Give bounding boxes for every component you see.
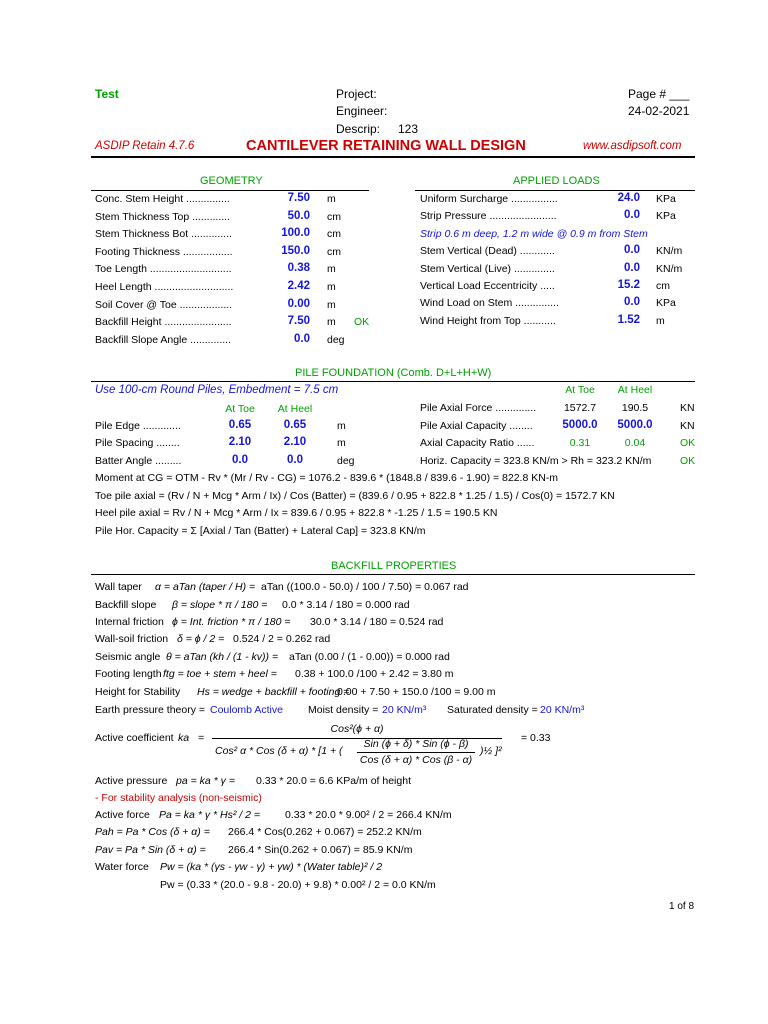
date: 24-02-2021 [628,104,690,118]
title-divider [91,156,695,158]
horiz-status: OK [680,455,696,467]
pile-foundation-title: PILE FOUNDATION (Comb. D+L+H+W) [295,367,492,379]
geometry-row-value[interactable]: 100.0 [281,227,310,239]
descrip-label: Descrip: [336,122,381,136]
page-title: CANTILEVER RETAINING WALL DESIGN [246,138,526,154]
load-row-label: Stem Vertical (Live) .............. [420,263,555,275]
geometry-row-label: Stem Thickness Bot .............. [95,228,232,240]
ka-denominator-end: )½ ]² [480,745,502,757]
left-at-heel-header: At Heel [277,403,313,415]
geometry-row-label: Backfill Slope Angle .............. [95,334,231,346]
load-row-value[interactable]: 0.0 [624,296,640,308]
backfill-slope-calc: 0.0 * 3.14 / 180 = 0.000 rad [282,599,410,611]
wall-soil-friction-calc: 0.524 / 2 = 0.262 rad [233,633,331,645]
heel-pile-axial: Heel pile axial = Rv / N + Mcg * Arm / Ix = 839.6 / 0.95 + 822.8 * -1.25 / 1.5 = 190.5 KN [95,507,498,519]
water-force-calc: Pw = (0.33 * (20.0 - 9.8 - 20.0) + 9.8) * 0.00² / 2 = 0.0 KN/m [160,879,436,891]
wall-taper-calc: aTan ((100.0 - 50.0) / 100 / 7.50) = 0.067 rad [261,581,469,593]
geometry-row-label: Stem Thickness Top ............. [95,211,230,223]
pile-right-toe-value[interactable]: 5000.0 [562,419,598,431]
seismic-angle-calc: aTan (0.00 / (1 - 0.00)) = 0.000 rad [289,651,450,663]
pile-row-unit: deg [337,455,355,467]
geometry-row-value[interactable]: 0.38 [287,262,310,274]
wall-soil-friction-label: Wall-soil friction [95,633,169,645]
load-row-unit: KPa [656,297,676,309]
geometry-row-unit: m [327,316,336,328]
load-row-value[interactable]: 24.0 [617,192,640,204]
saturated-density-value: 20 KN/m³ [540,704,585,716]
ka-result: = 0.33 [521,732,551,744]
load-row-label: Wind Load on Stem ............... [420,297,559,309]
pile-row-label: Batter Angle ......... [95,455,182,467]
pile-row-label: Pile Spacing ........ [95,437,180,449]
pile-toe-value[interactable]: 2.10 [228,436,252,448]
horiz-capacity: Horiz. Capacity = 323.8 KN/m > Rh = 323.2 KN/m [420,455,652,467]
height-stability-formula: Hs = wedge + backfill + footing = [197,686,350,698]
height-stability-calc: 0.00 + 7.50 + 150.0 /100 = 9.00 m [337,686,496,698]
active-force-formula: Pa = ka * γ * Hs² / 2 = [159,809,260,821]
wall-soil-friction-formula: δ = ϕ / 2 = [177,633,225,645]
geometry-row-value[interactable]: 0.0 [294,333,310,345]
load-row-value[interactable]: 0.0 [624,244,640,256]
load-row-unit: m [656,315,665,327]
load-row-unit: KN/m [656,245,683,257]
load-row-label: Uniform Surcharge ................ [420,193,558,205]
earth-theory-label: Earth pressure theory = [95,704,206,716]
load-row-value[interactable]: 1.52 [617,314,640,326]
loads-divider [415,190,695,191]
load-row-unit: KN/m [656,263,683,275]
backfill-slope-formula: β = slope * π / 180 = [172,599,268,611]
geometry-row-label: Backfill Height ....................... [95,316,232,328]
pile-right-row-label: Axial Capacity Ratio ...... [420,437,535,449]
moment-at-cg: Moment at CG = OTM - Rv * (Mr / Rv - CG) = 1076.2 - 839.6 * (1848.8 / 839.6 - 1.90) = 822.8 KN-m [95,472,559,484]
pile-right-toe-value: 0.31 [569,437,591,449]
geometry-row-unit: m [327,193,336,205]
wall-taper-label: Wall taper [95,581,142,593]
footing-length-calc: 0.38 + 100.0 /100 + 2.42 = 3.80 m [295,668,454,680]
pile-right-heel-value: 0.04 [624,437,646,449]
load-row-label: Wind Height from Top ........... [420,315,556,327]
pile-hor-capacity: Pile Hor. Capacity = Σ [Axial / Tan (Batter) + Lateral Cap] = 323.8 KN/m [95,525,426,537]
geometry-row-value[interactable]: 7.50 [287,192,310,204]
moist-density-value: 20 KN/m³ [382,704,427,716]
footing-length-formula: ftg = toe + stem + heel = [163,668,277,680]
applied-loads-title: APPLIED LOADS [513,175,600,187]
pile-toe-value[interactable]: 0.65 [228,419,252,431]
ka-equals: = [198,732,205,744]
geometry-row-status: OK [354,316,370,328]
geometry-row-unit: cm [327,246,341,258]
descrip-value: 123 [398,122,419,136]
pile-row-label: Pile Edge ............. [95,420,181,432]
pah-formula: Pah = Pa * Cos (δ + α) = [95,826,210,838]
pile-row-unit: m [337,420,346,432]
page-footer: 1 of 8 [669,901,695,912]
pile-right-unit: KN [680,402,695,414]
toe-pile-axial: Toe pile axial = (Rv / N + Mcg * Arm / Ix) / Cos (Batter) = (839.6 / 0.95 + 822.8 * 1.25 / 1.5) / Cos(0) = 1572.7 KN [95,490,615,502]
geometry-row-label: Soil Cover @ Toe .................. [95,299,233,311]
internal-friction-formula: ϕ = Int. friction * π / 180 = [172,616,291,628]
geometry-row-value[interactable]: 150.0 [281,245,310,257]
page-number-label: Page # ___ [628,87,690,101]
engineer-label: Engineer: [336,104,388,118]
pile-subtitle: Use 100-cm Round Piles, Embedment = 7.5 cm [95,384,339,396]
geometry-row-unit: m [327,263,336,275]
test-label: Test [95,87,119,101]
wall-taper-formula: α = aTan (taper / H) = [155,581,256,593]
ka-denominator-start: Cos² α * Cos (δ + α) * [1 + ( [215,745,343,757]
geometry-row-unit: m [327,281,336,293]
load-row-label: Strip Pressure ....................... [420,210,557,222]
pile-right-unit: KN [680,420,695,432]
active-coefficient-label: Active coefficient [95,732,174,744]
active-force-label: Active force [95,809,150,821]
geometry-row-label: Heel Length ........................... [95,281,234,293]
geometry-row-unit: m [327,299,336,311]
pile-divider [91,381,695,382]
geometry-row-value[interactable]: 2.42 [287,280,310,292]
pile-right-row-label: Pile Axial Capacity ........ [420,420,533,432]
software-name: ASDIP Retain 4.7.6 [95,140,195,152]
water-force-formula: Pw = (ka * (γs - γw - γ) + γw) * (Water table)² / 2 [160,861,383,873]
geometry-row-label: Conc. Stem Height ............... [95,193,230,205]
ka-symbol: ka [178,732,190,744]
geometry-row-label: Footing Thickness ................. [95,246,233,258]
geometry-row-label: Toe Length ............................ [95,263,232,275]
right-at-heel-header: At Heel [617,384,653,396]
load-row-unit: KPa [656,193,676,205]
height-stability-label: Height for Stability [95,686,181,698]
load-row-value[interactable]: 0.0 [624,209,640,221]
internal-friction-label: Internal friction [95,616,164,628]
pile-right-status: OK [680,437,696,449]
left-at-toe-header: At Toe [225,403,255,415]
right-at-toe-header: At Toe [565,384,595,396]
load-row-unit: KPa [656,210,676,222]
earth-theory-value: Coulomb Active [210,704,283,716]
geometry-divider [91,190,369,191]
load-row-label: Stem Vertical (Dead) ............ [420,245,555,257]
backfill-divider [91,574,695,575]
seismic-angle-label: Seismic angle [95,651,161,663]
geometry-row-value[interactable]: 7.50 [287,315,310,327]
active-pressure-formula: pa = ka * γ = [176,775,235,787]
internal-friction-calc: 30.0 * 3.14 / 180 = 0.524 rad [310,616,444,628]
pile-right-row-label: Pile Axial Force .............. [420,402,537,414]
geometry-row-unit: deg [327,334,345,346]
pah-calc: 266.4 * Cos(0.262 + 0.067) = 252.2 KN/m [228,826,422,838]
stability-note: - For stability analysis (non-seismic) [95,792,262,804]
geometry-title: GEOMETRY [200,175,263,187]
load-row-value[interactable]: 0.0 [624,262,640,274]
pav-formula: Pav = Pa * Sin (δ + α) = [95,844,206,856]
geometry-row-value[interactable]: 0.00 [287,298,310,310]
active-pressure-label: Active pressure [95,775,168,787]
geometry-row-unit: cm [327,211,341,223]
ka-inner-denominator: Cos (δ + α) * Cos (β - α) [359,754,473,766]
ka-inner-numerator: Sin (ϕ + δ) * Sin (ϕ - β) [363,738,469,750]
pav-calc: 266.4 * Sin(0.262 + 0.067) = 85.9 KN/m [228,844,413,856]
load-row-value[interactable]: 15.2 [617,279,640,291]
load-row-unit: cm [656,280,670,292]
pile-right-toe-value: 1572.7 [563,402,597,414]
ka-inner-fraction-line [357,752,475,753]
pile-right-heel-value[interactable]: 5000.0 [617,419,653,431]
pile-heel-value[interactable]: 0.0 [287,454,303,466]
geometry-row-unit: cm [327,228,341,240]
pile-heel-value[interactable]: 0.65 [283,419,307,431]
water-force-label: Water force [95,861,149,873]
website: www.asdipsoft.com [583,140,682,152]
project-label: Project: [336,87,377,101]
ka-numerator: Cos²(ϕ + α) [330,723,384,735]
active-pressure-calc: 0.33 * 20.0 = 6.6 KPa/m of height [256,775,411,787]
load-row-label: Vertical Load Eccentricity ..... [420,280,555,292]
pile-row-unit: m [337,437,346,449]
footing-length-label: Footing length [95,668,162,680]
backfill-title: BACKFILL PROPERTIES [331,560,457,572]
strip-note: Strip 0.6 m deep, 1.2 m wide @ 0.9 m from Stem [420,228,648,240]
pile-right-heel-value: 190.5 [621,402,649,414]
geometry-row-value[interactable]: 50.0 [287,210,310,222]
active-force-calc: 0.33 * 20.0 * 9.00² / 2 = 266.4 KN/m [285,809,452,821]
backfill-slope-label: Backfill slope [95,599,157,611]
pile-heel-value[interactable]: 2.10 [283,436,307,448]
seismic-angle-formula: θ = aTan (kh / (1 - kv)) = [166,651,279,663]
pile-toe-value[interactable]: 0.0 [232,454,248,466]
saturated-density-label: Saturated density = [447,704,538,716]
moist-density-label: Moist density = [308,704,379,716]
